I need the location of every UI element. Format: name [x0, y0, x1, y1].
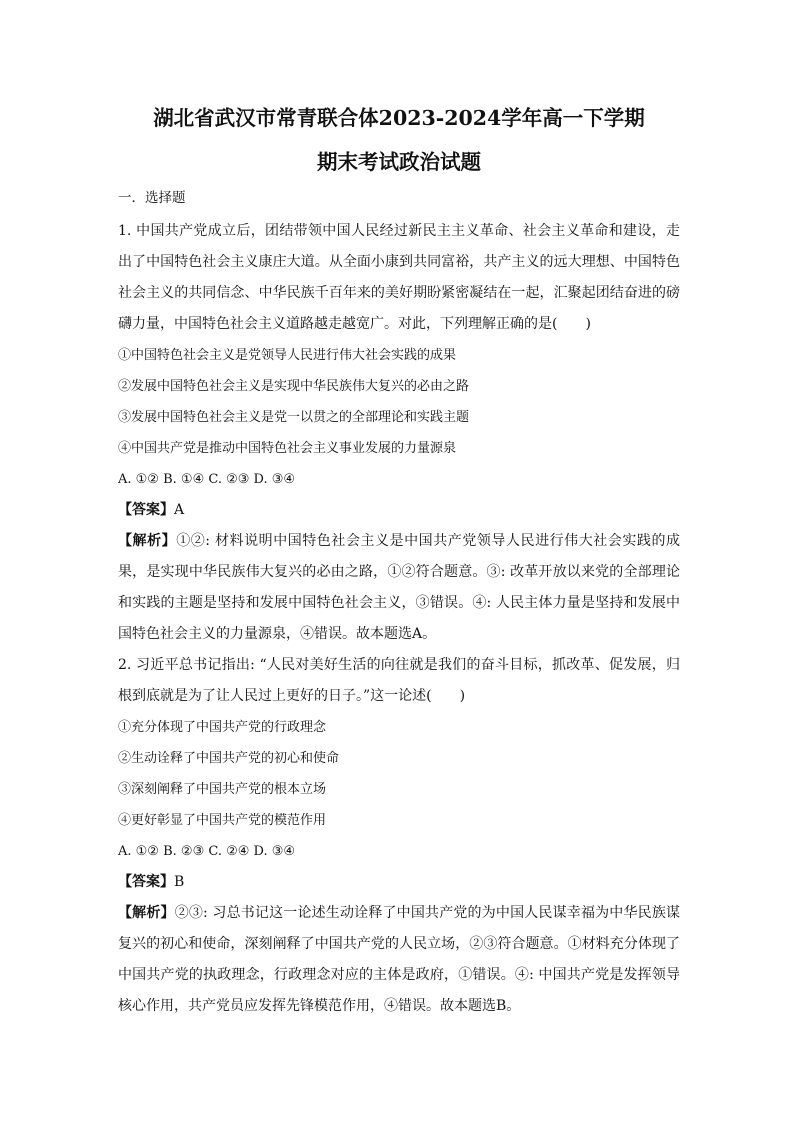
answer-tag: 【答案】: [118, 502, 174, 518]
answer-tag: 【答案】: [118, 874, 174, 890]
option-item: ①充分体现了中国共产党的行政理念: [118, 720, 327, 735]
answer-line: [118, 867, 680, 898]
option-item: ②发展中国特色社会主义是实现中华民族伟大复兴的必由之路: [118, 379, 470, 394]
document-title-line2: 期末考试政治试题: [317, 150, 481, 174]
document-title-line1: 湖北省武汉市常青联合体2023-2024学年高一下学期: [153, 106, 645, 130]
question-2: [118, 650, 680, 1022]
option-item: ④中国共产党是推动中国特色社会主义事业发展的力量源泉: [118, 441, 457, 456]
option-item: ③深刻阐释了中国共产党的根本立场: [118, 782, 327, 797]
option-item: ②生动诠释了中国共产党的初心和使命: [118, 751, 340, 766]
analysis-tag: 【解析】: [118, 905, 175, 921]
answer-line: [118, 495, 680, 526]
question-1: [118, 216, 680, 650]
analysis-text: ②③: 习总书记这一论述生动诠释了中国共产党的为中国人民谋幸福为中华民族谋复兴的初心和使命，深刻阐释了中国共产党的人民立场，②③符合题意。①材料充分体现了中国共产党的执政理念，行政理念对应的主体是政府，①错误。④: 中国共产党是发挥领导核心作用，共产党员应发挥先锋模范作用，④错误。故本题选B。: [118, 905, 680, 1014]
question-stem: 2. 习近平总书记指出: “人民对美好生活的向往就是我们的奋斗目标，抓改革、促发展，归根到底就是为了让人民过上更好的日子。”这一论述( ): [118, 657, 680, 704]
analysis-text: ①②: 材料说明中国特色社会主义是中国共产党领导人民进行伟大社会实践的成果，是实现中华民族伟大复兴的必由之路，①②符合题意。③: 改革开放以来党的全部理论和实践的主题是坚持和发展中国特色社会主义，③错误。④: 人民主体力量是坚持和发展中国特色社会主义的力量源泉，④错误。故本题选A。: [118, 533, 681, 642]
analysis-paragraph: [118, 898, 680, 1022]
analysis-tag: 【解析】: [118, 533, 177, 549]
answer-value: B: [174, 874, 185, 890]
option-item: ①中国特色社会主义是党领导人民进行伟大社会实践的成果: [118, 348, 457, 363]
option-item: ④更好彰显了中国共产党的模范作用: [118, 813, 327, 828]
question-stem: 1. 中国共产党成立后，团结带领中国人民经过新民主主义革命、社会主义革命和建设，走出了中国特色社会主义康庄大道。从全面小康到共同富裕，共产主义的远大理想、中国特色社会主义的共同信念、中华民族千百年来的美好期盼紧密凝结在一起，汇聚起团结奋进的磅礴力量，中国特色社会主义道路越走越宽广。对此，下列理解正确的是( ): [118, 223, 680, 332]
analysis-paragraph: [118, 526, 680, 650]
answer-choices: A. ①② B. ①④ C. ②③ D. ③④: [118, 472, 296, 487]
section-heading: 一．选择题: [118, 190, 186, 206]
option-item: ③发展中国特色社会主义是党一以贯之的全部理论和实践主题: [118, 410, 470, 425]
answer-value: A: [174, 502, 185, 518]
answer-choices: A. ①② B. ②③ C. ②④ D. ③④: [118, 844, 296, 859]
